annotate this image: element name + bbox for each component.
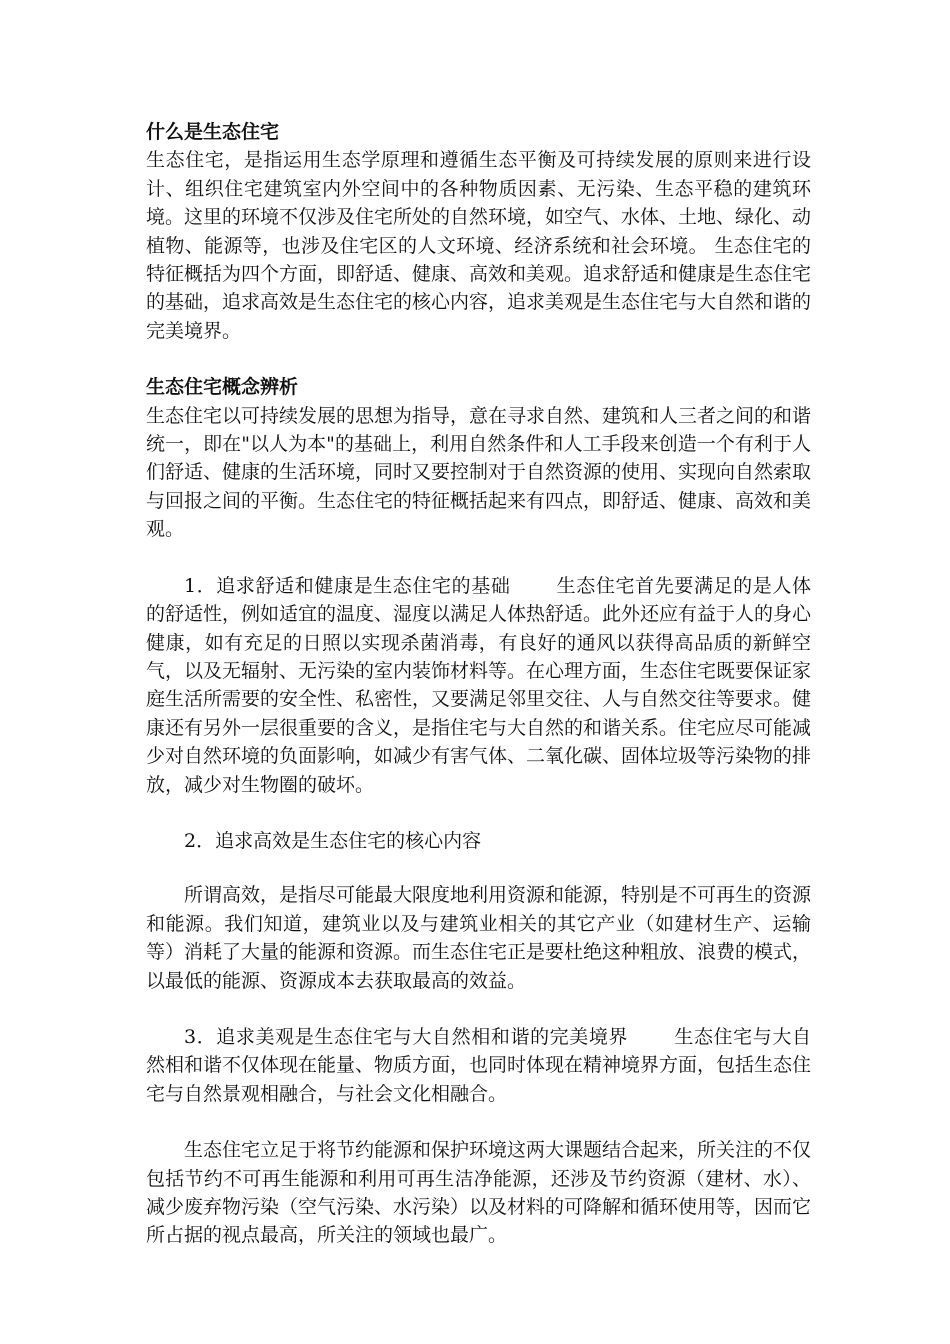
point-1-paragraph	[146, 572, 811, 799]
point-3-body: 生态住宅与大自然相和谐不仅体现在能量、物质方面，也同时体现在精神境界方面，包括生态住宅与自然景观相融合，与社会文化相融合。	[146, 1025, 812, 1105]
spacer	[146, 855, 811, 881]
point-2-heading: 2．追求高效是生态住宅的核心内容	[184, 829, 482, 852]
section-title-what-is-eco-housing: 什么是生态住宅	[146, 121, 280, 143]
spacer	[146, 345, 811, 373]
section-body-concept: 生态住宅以可持续发展的思想为指导，意在寻求自然、建筑和人三者之间的和谐统一，即在"以人为本"的基础上，利用自然条件和人工手段来创造一个有利于人们舒适、健康的生活环境，同时又要控制对于自然资源的使用、实现向自然索取与回报之间的平衡。生态住宅的特征概括起来有四点，即舒适、健康、高效和美观。	[146, 404, 812, 541]
spacer	[146, 799, 811, 827]
point-2-body: 所谓高效，是指尽可能最大限度地利用资源和能源，特别是不可再生的资源和能源。我们知道，建筑业以及与建筑业相关的其它产业（如建材生产、运输等）消耗了大量的能源和资源。而生态住宅正是要杜绝这种粗放、浪费的模式，以最低的能源、资源成本去获取最高的效益。	[146, 884, 812, 992]
spacer	[146, 995, 811, 1023]
section-body-definition: 生态住宅，是指运用生态学原理和遵循生态平衡及可持续发展的原则来进行设计、组织住宅建筑室内外空间中的各种物质因素、无污染、生态平稳的建筑环境。这里的环境不仅涉及住宅所处的自然环境，如空气、水体、土地、绿化、动植物、能源等，也涉及住宅区的人文环境、经济系统和社会环境。 生态住宅的特征概括为四个方面，即舒适、健康、高效和美观。追求舒适和健康是生态住宅的基础，追求高效是生态住宅的核心内容，追求美观是生态住宅与大自然和谐的完美境界。	[146, 149, 812, 342]
point-1-body: 生态住宅首先要满足的是人体的舒适性，例如适宜的温度、湿度以满足人体热舒适。此外还应有益于人的身心健康，如有充足的日照以实现杀菌消毒，有良好的通风以获得高品质的新鲜空气，以及无辐射、无污染的室内装饰材料等。在心理方面，生态住宅既要保证家庭生活所需要的安全性、私密性，又要满足邻里交往、人与自然交往等要求。健康还有另外一层很重要的含义，是指住宅与大自然的和谐关系。住宅应尽可能减少对自然环境的负面影响，如减少有害气体、二氧化碳、固体垃圾等污染物的排放，减少对生物圈的破坏。	[146, 574, 812, 796]
document-page	[146, 118, 811, 1250]
spacer	[146, 544, 811, 572]
closing-paragraph: 生态住宅立足于将节约能源和保护环境这两大课题结合起来，所关注的不仅包括节约不可再生能源和利用可再生洁净能源，还涉及节约资源（建材、水）、减少废弃物污染（空气污染、水污染）以及材料的可降解和循环使用等，因而它所占据的视点最高，所关注的领域也最广。	[146, 1139, 812, 1247]
point-1-heading: 1．追求舒适和健康是生态住宅的基础	[184, 574, 511, 597]
section-title-concept-analysis: 生态住宅概念辨析	[146, 376, 299, 399]
point-3-heading: 3．追求美观是生态住宅与大自然相和谐的完美境界	[184, 1025, 629, 1048]
point-3-paragraph	[146, 1023, 811, 1108]
spacer	[146, 1108, 811, 1136]
